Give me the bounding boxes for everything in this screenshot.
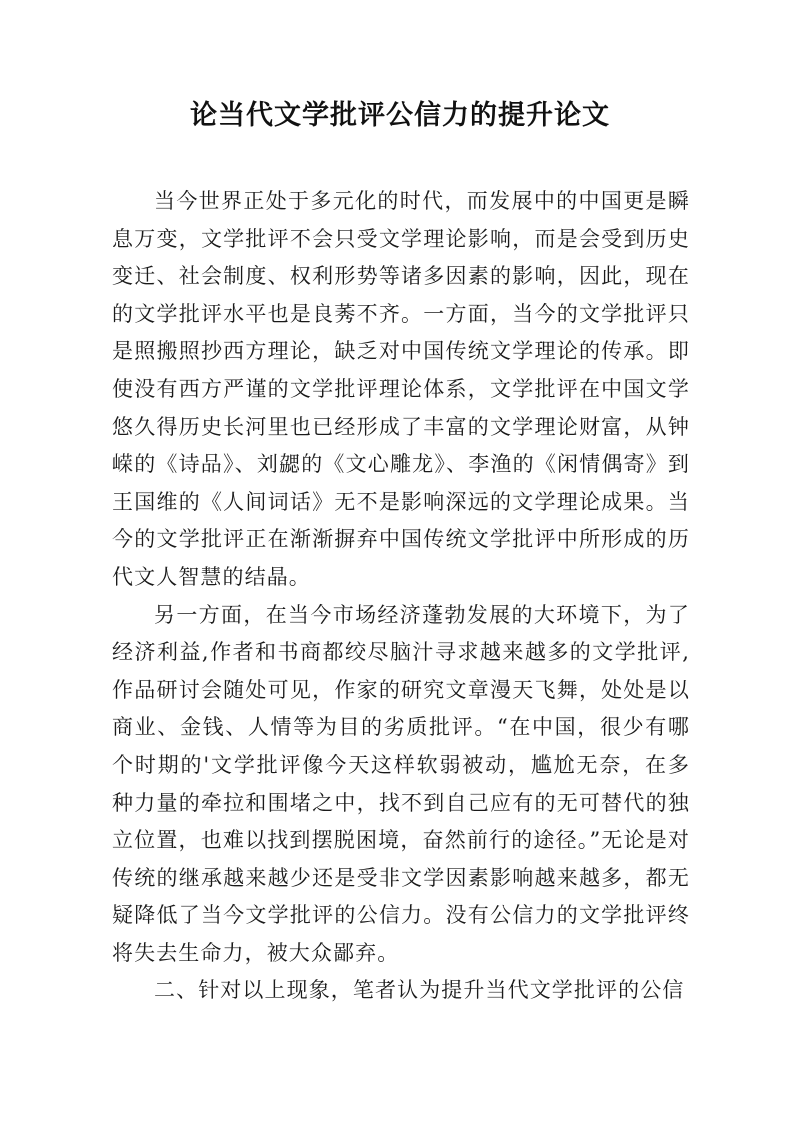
paragraph-1: 当今世界正处于多元化的时代，而发展中的中国更是瞬息万变，文学批评不会只受文学理论影响，而是会受到历史变迁、社会制度、权利形势等诸多因素的影响，因此，现在的文学批评水平也是良莠不齐。一方面，当今的文学批评只是照搬照抄西方理论，缺乏对中国传统文学理论的传承。即使没有西方严谨的文学批评理论体系，文学批评在中国文学悠久得历史长河里也已经形成了丰富的文学理论财富，从钟嵘的《诗品》、刘勰的《文心雕龙》、李渔的《闲情偶寄》到王国维的《人间词话》无不是影响深远的文学理论成果。当今的文学批评正在渐渐摒弃中国传统文学批评中所形成的历代文人智慧的结晶。	[112, 189, 690, 589]
paragraph-2: 另一方面，在当今市场经济蓬勃发展的大环境下，为了经济利益,作者和书商都绞尽脑汁寻求越来越多的文学批评,作品研讨会随处可见，作家的研究文章漫天飞舞，处处是以商业、金钱、人情等为目的劣质批评。“在中国，很少有哪个时期的'文学批评像今天这样软弱被动，尴尬无奈，在多种力量的牵拉和围堵之中，找不到自己应有的无可替代的独立位置，也难以找到摆脱困境，奋然前行的途径。”无论是对传统的继承越来越少还是受非文学因素影响越来越多，都无疑降低了当今文学批评的公信力。没有公信力的文学批评终将失去生命力，被大众鄙弃。	[112, 602, 690, 965]
paragraph-3: 二、针对以上现象，笔者认为提升当代文学批评的公信	[154, 978, 685, 1003]
document-title: 论当代文学批评公信力的提升论文	[190, 100, 610, 131]
document-body	[112, 183, 690, 1010]
